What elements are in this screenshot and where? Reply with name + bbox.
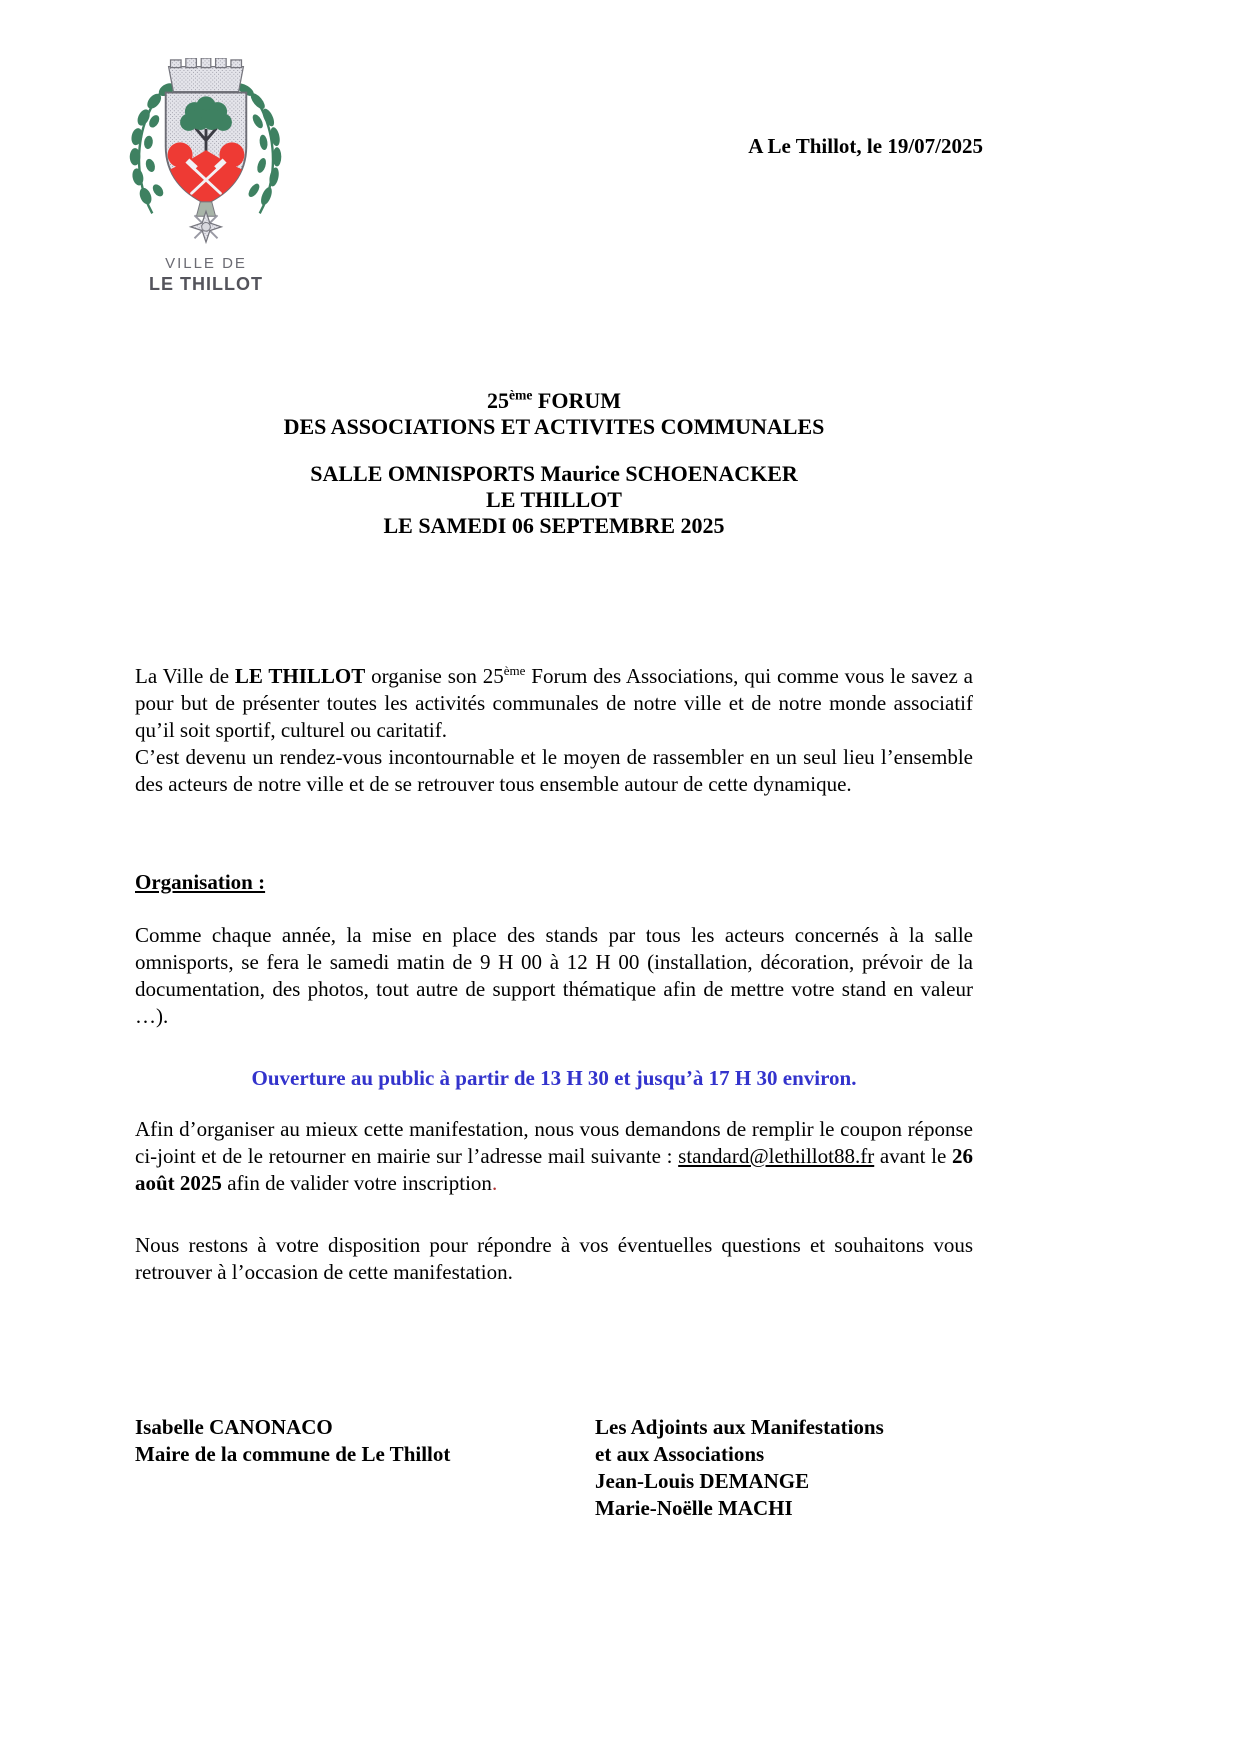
paragraph-rendezvous: C’est devenu un rendez-vous incontournable et le moyen de rassembler en un seul lieu l’ensemble des acteurs de notre ville et de se retrouver tous ensemble autour de cette dynamique. [135, 745, 973, 796]
registration-paragraph-text [135, 1116, 973, 1197]
organisation-heading: Organisation : [135, 870, 266, 894]
title-subject-line: DES ASSOCIATIONS ET ACTIVITES COMMUNALES [283, 414, 825, 439]
title-forum-line [135, 388, 973, 414]
mayor-title: Maire de la commune de Le Thillot [135, 1442, 451, 1466]
deadline-date-bold: 26 août 2025 [135, 1144, 973, 1195]
title-event-date-line: LE SAMEDI 06 SEPTEMBRE 2025 [383, 513, 725, 538]
title-city-line: LE THILLOT [486, 487, 622, 512]
intro-city-bold: LE THILLOT [234, 664, 366, 688]
deputy-name-1: Jean-Louis DEMANGE [595, 1469, 810, 1493]
email-link[interactable]: standard@lethillot88.fr [678, 1144, 875, 1168]
mural-crown-icon [169, 58, 244, 92]
forum-word: FORUM [532, 388, 622, 413]
registration-text-2: avant le [874, 1144, 952, 1168]
registration-period: . [491, 1171, 498, 1195]
mayor-name: Isabelle CANONACO [135, 1415, 333, 1439]
intro-ordinal-suffix: ème [503, 663, 526, 678]
title-venue-line: SALLE OMNISPORTS Maurice SCHOENACKER [310, 461, 798, 486]
opening-hours-notice: Ouverture au public à partir de 13 H 30 et jusqu’à 17 H 30 environ. [251, 1066, 857, 1090]
intro-text-2: organise son 25 [365, 664, 504, 688]
deputy-name-2: Marie-Noëlle MACHI [595, 1496, 793, 1520]
registration-text-3: afin de valider votre inscription [221, 1171, 492, 1195]
forum-ordinal-suffix: ème [508, 387, 533, 403]
signature-right [595, 1414, 884, 1522]
war-cross-medal-icon [191, 202, 222, 242]
logo-city-label-bottom: LE THILLOT [149, 274, 263, 294]
forum-number: 25 [486, 388, 509, 413]
registration-paragraph [135, 1116, 973, 1197]
letter-date-line: A Le Thillot, le 19/07/2025 [748, 134, 983, 158]
title-spacer [135, 440, 973, 461]
deputies-line-1: Les Adjoints aux Manifestations [595, 1415, 884, 1439]
logo-city-label-top: VILLE DE [165, 255, 247, 272]
intro-text-1: La Ville de [135, 664, 235, 688]
letterhead-logo [106, 58, 306, 295]
signature-left [135, 1414, 450, 1468]
intro-paragraphs [135, 663, 973, 798]
paragraph-intro [135, 663, 973, 744]
deputies-line-2: et aux Associations [595, 1442, 765, 1466]
registration-text-1: Afin d’organiser au mieux cette manifestation, nous vous demandons de remplir le coupon réponse ci-joint et de le retourner en mairie sur l’adresse mail suivante : [135, 1117, 973, 1168]
title-block [135, 388, 973, 539]
intro-text-3: Forum des Associations, qui comme vous le savez a pour but de présenter toutes les activités communales de notre ville et de notre monde associatif qu’il soit sportif, culturel ou caritatif. [135, 664, 973, 742]
organisation-paragraph: Comme chaque année, la mise en place des stands par tous les acteurs concernés à la salle omnisports, se fera le samedi matin de 9 H 00 à 12 H 00 (installation, décoration, prévoir de la documentation, des photos, tout autre de support thématique afin de mettre votre stand en valeur …). [135, 923, 973, 1028]
closing-paragraph: Nous restons à votre disposition pour répondre à vos éventuelles questions et souhaitons vous retrouver à l’occasion de cette manifestation. [135, 1233, 973, 1284]
